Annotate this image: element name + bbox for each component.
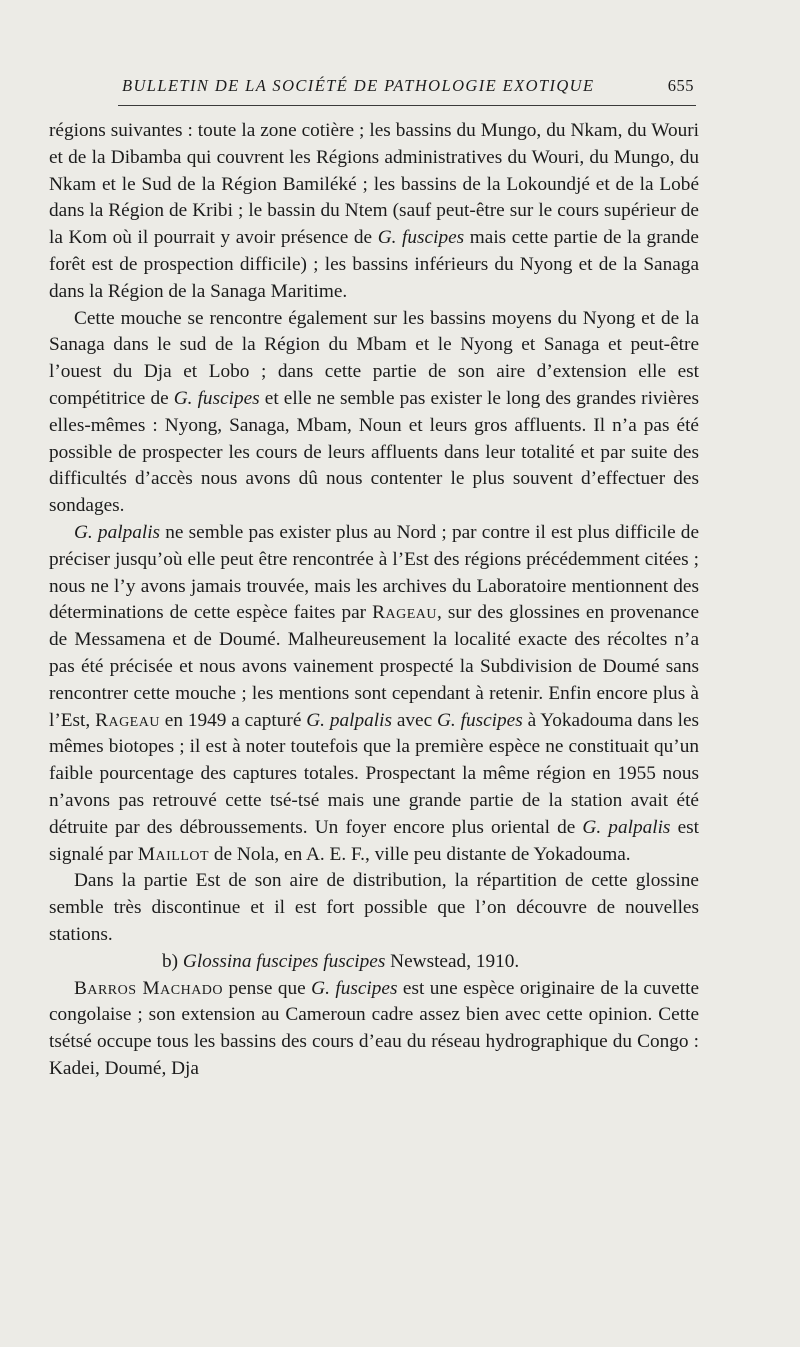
text-run: régions suivantes : toute la zone cotière ; les bassins du Mungo, du Nkam, du Wouri et de la Dibamba qui couvrent les Régions administratives du Wouri, du Mungo, du Nkam et le Sud de la Région Bamiléké ; les bassins de la Lokoundjé et de la Lobé dans la Région de Kribi ; le bassin du Ntem (sauf peut-être sur le cours supérieur de la Kom où il pourrait y avoir présence de bbox=[49, 120, 699, 249]
author-name: Rageau bbox=[95, 709, 160, 731]
text-run: de Nola, en A. E. F., ville peu distante de Yokadouma. bbox=[209, 843, 631, 865]
author-name: Barros Machado bbox=[74, 977, 224, 999]
page-header bbox=[118, 76, 696, 106]
running-title: BULLETIN DE LA SOCIÉTÉ DE PATHOLOGIE EXOTIQUE bbox=[122, 76, 595, 95]
paragraph-continuation bbox=[49, 118, 699, 306]
text-run: ne semble pas exister plus au Nord ; par contre il est plus difficile de préciser jusqu’où elle peut être rencontrée à l’Est des régions précédemment citées ; nous ne l’y avons jamais trouvée, mais les archives du Laboratoire mentionnent des déterminations de cette espèce faites par bbox=[49, 521, 700, 624]
paragraph bbox=[49, 306, 699, 520]
author-name: Rageau bbox=[372, 602, 437, 624]
heading-suffix: Newstead, 1910. bbox=[385, 950, 520, 972]
text-run: est une espèce originaire de la cuvette congolaise ; son extension au Cameroun cadre assez bien avec cette opinion. Cette tsétsé occupe tous les bassins des cours d’eau du réseau hydrographique du Congo : Kadei, Doumé, Dja bbox=[49, 977, 700, 1079]
text-run: avec bbox=[391, 709, 437, 731]
heading-prefix: b) bbox=[162, 950, 183, 972]
text-run: à Yokadouma dans les mêmes biotopes ; il est à noter toutefois que la première espèce ne constituait qu’un faible pourcentage des captures totales. Prospectant la même région en 1955 nous n’avons pas retrouvé cette tsé-tsé mais une grande partie de la station avait été détruite par des débroussements. Un foyer encore plus oriental de bbox=[49, 709, 700, 838]
species-name: G. fuscipes bbox=[311, 977, 398, 999]
header-rule bbox=[118, 105, 696, 106]
text-run: et elle ne semble pas exister le long des grandes rivières elles-mêmes : Nyong, Sanaga, Mbam, Noun et leurs gros affluents. Il n’a pas été possible de prospecter les cours de leurs affluents dans leur totalité et par suite des difficultés d’accès nous avons dû nous contenter le plus souvent d’effectuer des sondages. bbox=[49, 387, 699, 517]
species-name: G. palpalis bbox=[582, 816, 671, 838]
heading-species: Glossina fuscipes fuscipes bbox=[182, 950, 386, 972]
body-text bbox=[49, 118, 699, 1083]
author-name: Maillot bbox=[137, 843, 210, 865]
text-run: est signalé par bbox=[49, 816, 700, 865]
text-run: en 1949 a capturé bbox=[159, 709, 307, 731]
section-heading bbox=[49, 949, 699, 976]
text-run: mais cette partie de la grande forêt est de prospection difficile) ; les bassins inférieurs du Nyong et de la Sanaga dans la Région de la Sanaga Maritime. bbox=[49, 227, 699, 302]
paragraph bbox=[49, 520, 699, 868]
paragraph bbox=[49, 868, 699, 948]
paragraph bbox=[49, 976, 699, 1083]
species-name: G. fuscipes bbox=[173, 387, 260, 409]
page-number: 655 bbox=[667, 76, 694, 95]
text-run: pense que bbox=[223, 977, 312, 999]
species-name: G. fuscipes bbox=[377, 227, 465, 249]
species-name: G. fuscipes bbox=[437, 709, 523, 731]
species-name: G. palpalis bbox=[306, 709, 392, 731]
text-run: Dans la partie Est de son aire de distribution, la répartition de cette glossine semble très discontinue et il est fort possible que l’on découvre de nouvelles stations. bbox=[49, 870, 699, 945]
species-name: G. palpalis bbox=[74, 521, 161, 543]
text-run: , sur des glossines en provenance de Messamena et de Doumé. Malheureusement la localité exacte des récoltes n’a pas été précisée et nous avons vainement prospecté la Subdivision de Doumé sans rencontrer cette mouche ; les mentions sont cependant à retenir. Enfin encore plus à l’Est, bbox=[49, 602, 699, 731]
text-run: Cette mouche se rencontre également sur les bassins moyens du Nyong et de la Sanaga dans le sud de la Région du Mbam et le Nyong et Sanaga et peut-être l’ouest du Dja et Lobo ; dans cette partie de son aire d’extension elle est compétitrice de bbox=[49, 307, 699, 409]
